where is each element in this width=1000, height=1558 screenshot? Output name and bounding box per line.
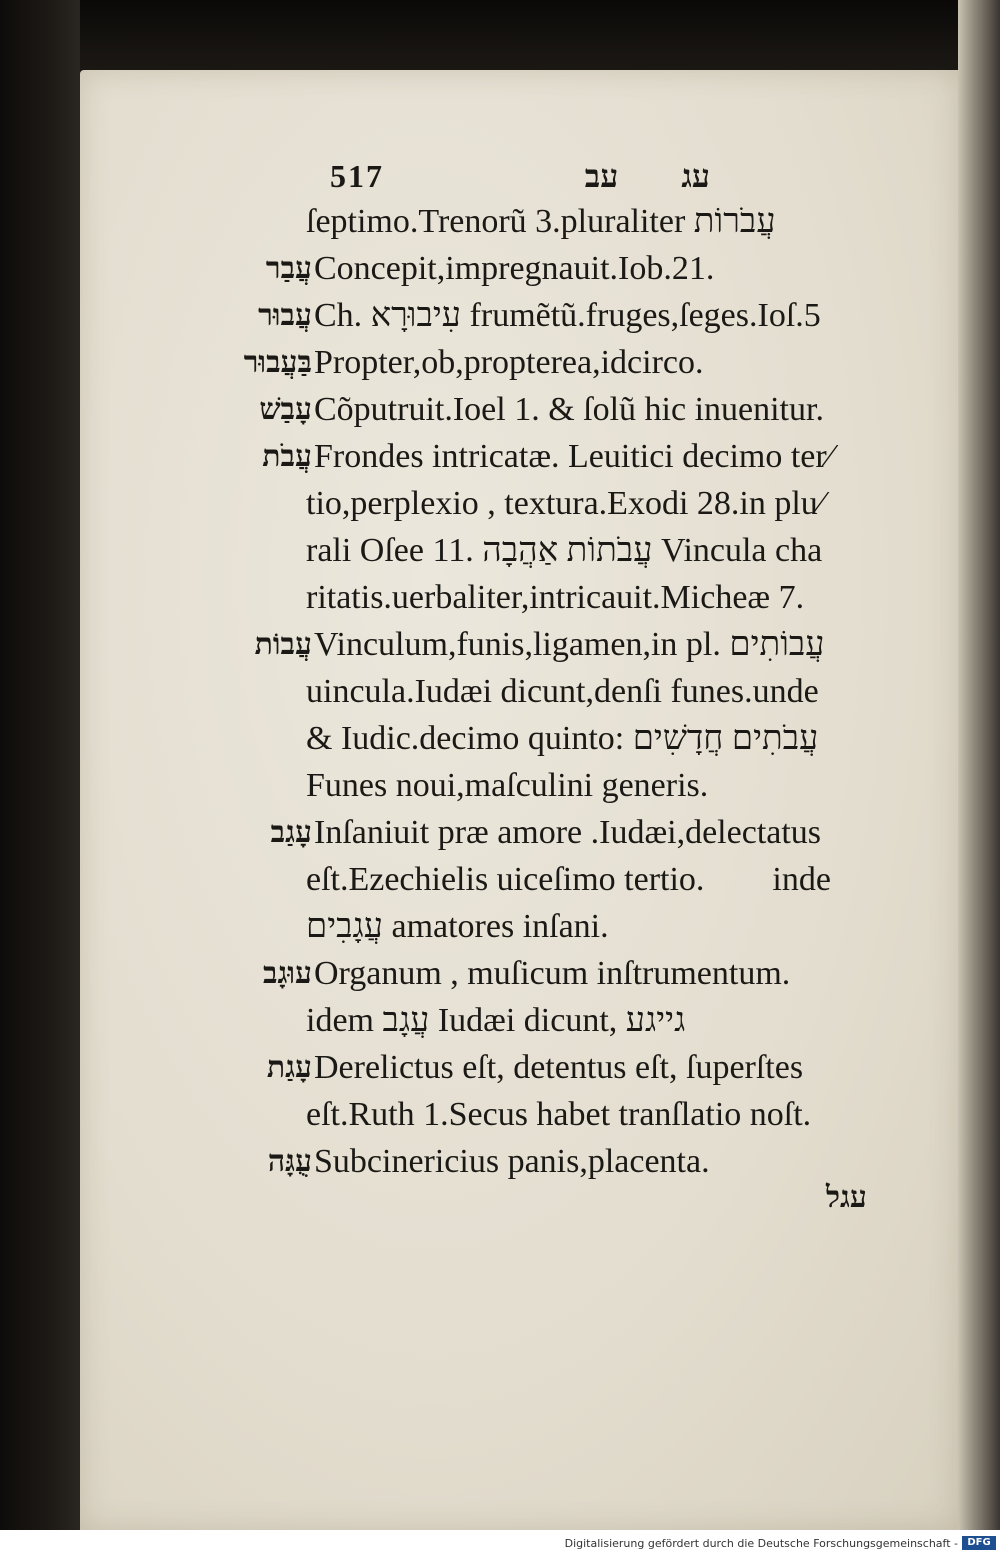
text-line: [0, 292, 920, 339]
entry-text: Vinculum,funis,ligamen,in pl. עֲבוֹתִים: [314, 626, 825, 663]
text-line: [0, 762, 920, 809]
entry-text: ſeptimo.Trenorũ 3.pluraliter עֲבֹרוֹת: [306, 203, 776, 240]
entry-text: Concepit,impregnauit.Iob.21.: [314, 250, 715, 287]
text-line: [0, 809, 920, 856]
entry-text: & Iudic.decimo quinto: עֲבֹתִים חֲדָשִׁים: [306, 720, 819, 757]
text-line: [0, 198, 920, 245]
text-line: [0, 715, 920, 762]
entry-text: eſt.Ruth 1.Secus habet tranſlatio noſt.: [306, 1096, 812, 1133]
headword: עוּגָב: [262, 956, 312, 991]
entry-text: ritatis.uerbaliter,intricauit.Micheæ 7.: [306, 579, 805, 616]
headword: בַּעֲבוּר: [243, 345, 312, 380]
entry-text: Propter,ob,propterea,idcirco.: [314, 344, 704, 381]
text-line: [0, 997, 920, 1044]
entry-text: עֲגָבִים amatores inſani.: [306, 908, 609, 945]
headword: עֲבוֹת: [254, 627, 312, 662]
headword: עֲבֹת: [262, 439, 312, 474]
text-line: [0, 245, 920, 292]
dfg-logo: DFG: [962, 1536, 996, 1550]
headword: עֲבַר: [265, 251, 312, 286]
text-line: [0, 1044, 920, 1091]
page-edge: [958, 0, 1000, 1530]
headword: עָבַשׁ: [259, 392, 312, 427]
entry-text: Organum , muſicum inſtrumentum.: [314, 955, 791, 992]
text-line: [0, 1138, 920, 1185]
text-line: [0, 1091, 920, 1138]
headword: עֻגָּה: [267, 1144, 312, 1179]
text-line: [0, 668, 920, 715]
text-line: [0, 433, 920, 480]
text-line: [0, 574, 920, 621]
text-line: [0, 386, 920, 433]
text-line: [0, 856, 920, 903]
headword: עֲבוּר: [258, 298, 312, 333]
text-line: [0, 950, 920, 997]
entry-text: idem עֲגָב Iudæi dicunt, גייגע: [306, 1002, 686, 1039]
entry-text: Subcinericius panis,placenta.: [314, 1143, 710, 1180]
catchword: עגל: [826, 1180, 867, 1215]
entry-text: rali Oſee 11. עֲבֹתוֹת אַהֲבָה Vincula cha: [306, 532, 823, 569]
text-line: [0, 480, 920, 527]
entry-text: tio,perplexio , textura.Exodi 28.in plu⁄: [306, 485, 824, 522]
entry-text: Funes noui,maſculini generis.: [306, 767, 709, 804]
text-line: [0, 527, 920, 574]
headword: עָגַת: [266, 1050, 312, 1085]
folio-number: 517: [330, 158, 384, 194]
entry-text: Derelictus eſt, detentus eſt, ſuperſtes: [314, 1049, 804, 1086]
footer-bar: [0, 1530, 1000, 1558]
entry-text: uincula.Iudæi dicunt,denſi funes.unde: [306, 673, 819, 710]
scan-top-background: [80, 0, 958, 70]
entry-text: eſt.Ezechielis uiceſimo tertio. inde: [306, 861, 831, 898]
entry-text: Frondes intricatæ. Leuitici decimo ter⁄: [314, 438, 833, 475]
headword: עָגַב: [270, 815, 312, 850]
running-head: עג עב: [584, 158, 710, 194]
text-line: [0, 903, 920, 950]
text-line: [0, 339, 920, 386]
entry-text: Cõputruit.Ioel 1. & ſolũ hic inuenitur.: [314, 391, 824, 428]
page-header: [330, 158, 710, 198]
text-line: [0, 621, 920, 668]
entry-text: Ch. עִיבוּרָא frumẽtũ.fruges,ſeges.Ioſ.5: [314, 297, 821, 334]
entry-text: Inſaniuit præ amore .Iudæi,delectatus: [314, 814, 822, 851]
footer-credit: Digitalisierung gefördert durch die Deutsche Forschungsgemeinschaft -: [564, 1537, 958, 1550]
